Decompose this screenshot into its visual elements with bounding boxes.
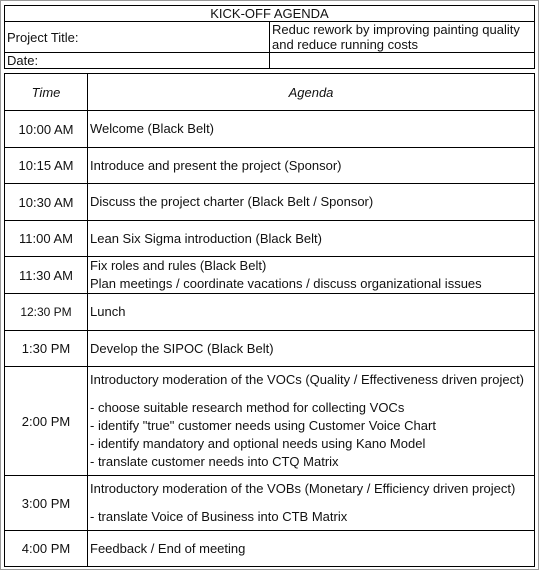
agenda-row <box>5 184 535 221</box>
agenda-time: 10:30 AM <box>5 184 88 221</box>
agenda-activity <box>88 148 535 184</box>
agenda-activity <box>88 531 535 567</box>
agenda-line: Welcome (Black Belt) <box>90 121 215 136</box>
agenda-activity <box>88 367 535 476</box>
agenda-line: Feedback / End of meeting <box>90 540 246 556</box>
agenda-row <box>5 221 535 257</box>
agenda-line: - translate customer needs into CTQ Matrix <box>90 454 339 469</box>
agenda-line: - translate Voice of Business into CTB Matrix <box>90 509 348 524</box>
agenda-line: - choose suitable research method for collecting VOCs <box>90 400 405 415</box>
agenda-line: Introduce and present the project (Sponsor) <box>90 157 342 173</box>
agenda-row <box>5 531 535 567</box>
agenda-activity <box>88 184 535 221</box>
agenda-time: 4:00 PM <box>5 531 88 567</box>
line-gap <box>90 389 534 399</box>
agenda-row <box>5 476 535 531</box>
agenda-activity <box>88 476 535 531</box>
agenda-time: 11:30 AM <box>5 257 88 294</box>
agenda-activity <box>88 331 535 367</box>
agenda-activity <box>88 111 535 148</box>
agenda-line: Lean Six Sigma introduction (Black Belt) <box>90 230 322 246</box>
agenda-time: 11:00 AM <box>5 221 88 257</box>
agenda-line: Plan meetings / coordinate vacations / discuss organizational issues <box>90 276 482 291</box>
agenda-time: 2:00 PM <box>5 367 88 476</box>
agenda-table <box>4 73 535 567</box>
agenda-line: Introductory moderation of the VOCs (Quality / Effectiveness driven project) <box>90 372 525 387</box>
agenda-line: - identify "true" customer needs using Customer Voice Chart <box>90 418 436 433</box>
date-value <box>270 53 535 69</box>
agenda-body <box>5 111 535 567</box>
project-title-value: Reduc rework by improving painting quality and reduce running costs <box>270 22 535 53</box>
agenda-time: 12:30 PM <box>5 294 88 331</box>
agenda-title: KICK-OFF AGENDA <box>5 6 535 22</box>
agenda-row <box>5 111 535 148</box>
header-table <box>4 5 535 69</box>
agenda-time: 1:30 PM <box>5 331 88 367</box>
agenda-row <box>5 294 535 331</box>
agenda-activity <box>88 221 535 257</box>
agenda-time: 10:15 AM <box>5 148 88 184</box>
line-gap <box>90 498 534 508</box>
agenda-activity <box>88 294 535 331</box>
agenda-time: 10:00 AM <box>5 111 88 148</box>
project-title-label: Project Title: <box>5 22 270 53</box>
agenda-row <box>5 331 535 367</box>
date-label: Date: <box>5 53 270 69</box>
agenda-line: Introductory moderation of the VOBs (Monetary / Efficiency driven project) <box>90 481 516 496</box>
agenda-line: Fix roles and rules (Black Belt) <box>90 258 267 273</box>
agenda-line: - identify mandatory and optional needs using Kano Model <box>90 436 426 451</box>
agenda-line: Lunch <box>90 304 126 319</box>
agenda-row <box>5 367 535 476</box>
time-column-header: Time <box>5 74 88 111</box>
agenda-line: Discuss the project charter (Black Belt / Sponsor) <box>90 194 374 209</box>
agenda-row <box>5 257 535 294</box>
agenda-time: 3:00 PM <box>5 476 88 531</box>
agenda-activity <box>88 257 535 294</box>
agenda-line: Develop the SIPOC (Black Belt) <box>90 340 274 356</box>
agenda-row <box>5 148 535 184</box>
agenda-column-header: Agenda <box>88 74 535 111</box>
